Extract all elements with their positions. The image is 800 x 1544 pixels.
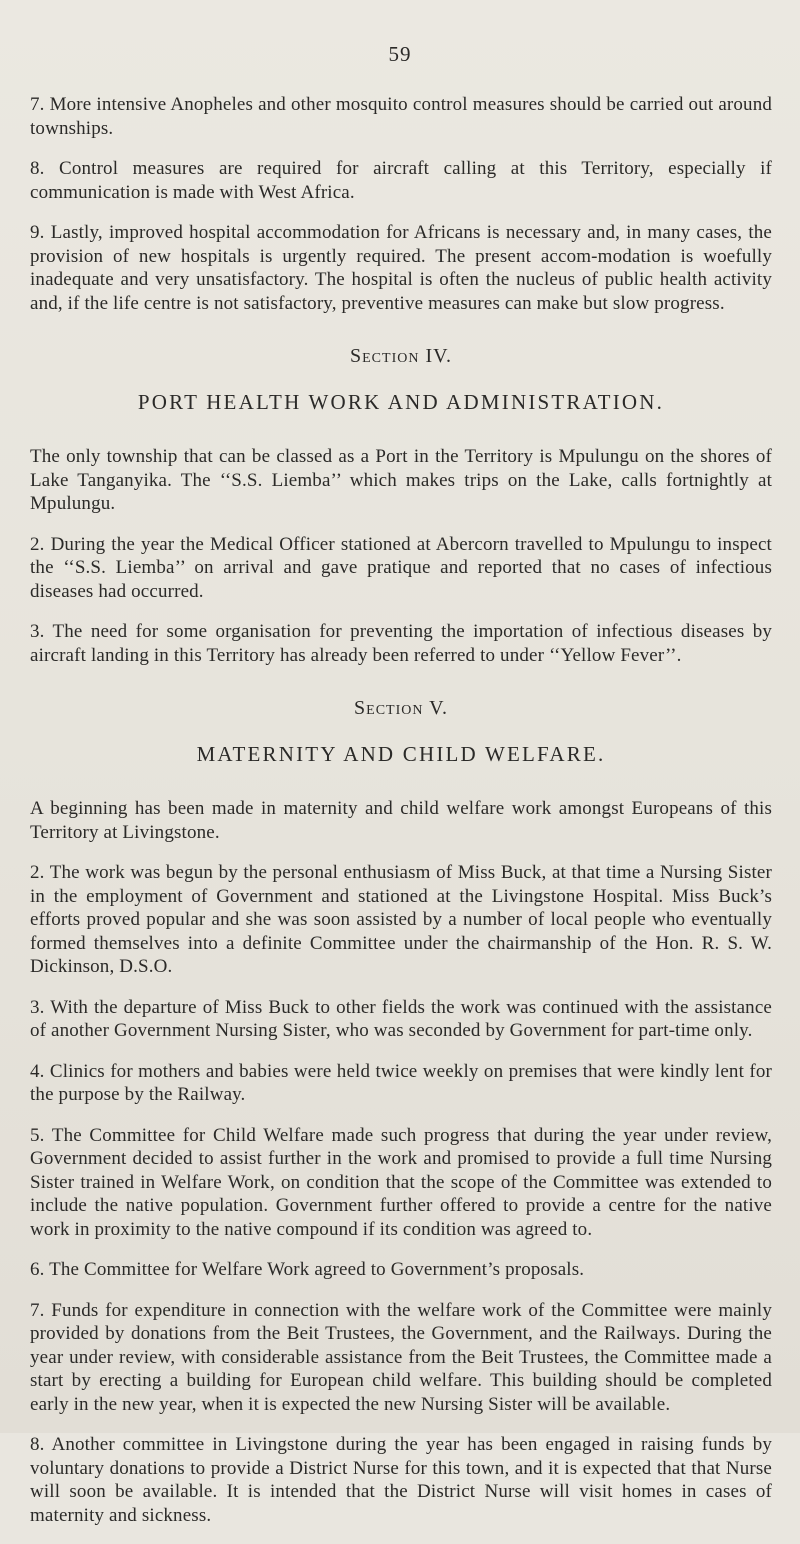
paragraph: 2. The work was begun by the personal enthusiasm of Miss Buck, at that time a Nursing Sister in the employment of Government and stationed at the Livingstone Hospital. Miss Buck’s efforts proved popular and she was soon assisted by a number of local people who eventually formed themselves into a definite Committee under the chairmanship of the Hon. R. S. W. Dickinson, D.S.O. (30, 862, 772, 977)
section-port-health (30, 345, 772, 667)
paragraph: 6. The Committee for Welfare Work agreed to Government’s proposals. (30, 1259, 585, 1280)
page-number: 59 (388, 42, 412, 66)
paragraph: 8. Another committee in Livingstone during the year has been engaged in raising funds by voluntary donations to provide a District Nurse for this town, and it is expected that that Nurse will soon be available. It is intended that the District Nurse will visit homes in cases of maternity and sickness. (30, 1434, 772, 1526)
section-continuation (30, 93, 772, 315)
paragraph: 7. Funds for expenditure in connection with the welfare work of the Committee were mainly provided by donations from the Beit Trustees, the Government, and the Railways. During the year under review, with considerable assistance from the Beit Trustees, the Committee made a start by erecting a building for European child welfare. This building should be completed early in the new year, when it is expected the new Nursing Sister will be available. (30, 1299, 772, 1415)
paragraph: 4. Clinics for mothers and babies were held twice weekly on premises that were kindly lent for the purpose by the Railway. (30, 1060, 772, 1105)
paragraph: 5. The Committee for Child Welfare made such progress that during the year under review, Government decided to assist further in the work and promised to provide a full time Nursing Sister trained in Welfare Work, on condition that the scope of the Committee was extended to include the native population. Government further offered to provide a centre for the native work in proximity to the native compound if its condition was agreed to. (30, 1124, 772, 1240)
section-title: MATERNITY AND CHILD WELFARE. (196, 742, 606, 766)
section-title: PORT HEALTH WORK AND ADMINISTRATION. (137, 390, 665, 414)
section-maternity-welfare (30, 697, 772, 1527)
paragraph: 9. Lastly, improved hospital accommodation for Africans is necessary and, in many cases, the provision of new hospitals is urgently required. The present accom-modation is woefully inadequate and very unsatisfactory. The hospital is often the nucleus of public health activity and, if the life centre is not satisfactory, preventive measures can make but slow progress. (30, 222, 772, 314)
paragraph: The only township that can be classed as a Port in the Territory is Mpulungu on the shores of Lake Tanganyika. The ‘‘S.S. Liemba’’ which makes trips on the Lake, calls fortnightly at Mpulungu. (30, 446, 772, 514)
paragraph: 3. With the departure of Miss Buck to other fields the work was continued with the assistance of another Government Nursing Sister, who was seconded by Government for part-time only. (30, 996, 772, 1041)
page-content (30, 93, 772, 1544)
paragraph: 2. During the year the Medical Officer stationed at Abercorn travelled to Mpulungu to inspect the ‘‘S.S. Liemba’’ on arrival and gave pratique and reported that no cases of infectious diseases had occurred. (30, 533, 772, 602)
paragraph: A beginning has been made in maternity and child welfare work amongst Europeans of this Territory at Livingstone. (30, 798, 772, 843)
section-label: Section V. (354, 697, 448, 719)
section-label: Section IV. (350, 345, 452, 367)
paragraph: 3. The need for some organisation for preventing the importation of infectious diseases by aircraft landing in this Territory has already been referred to under ‘‘Yellow Fever’’. (30, 621, 772, 666)
paragraph: 7. More intensive Anopheles and other mosquito control measures should be carried out around townships. (30, 94, 772, 139)
paragraph: 8. Control measures are required for aircraft calling at this Territory, especially if communication is made with West Africa. (30, 158, 772, 203)
